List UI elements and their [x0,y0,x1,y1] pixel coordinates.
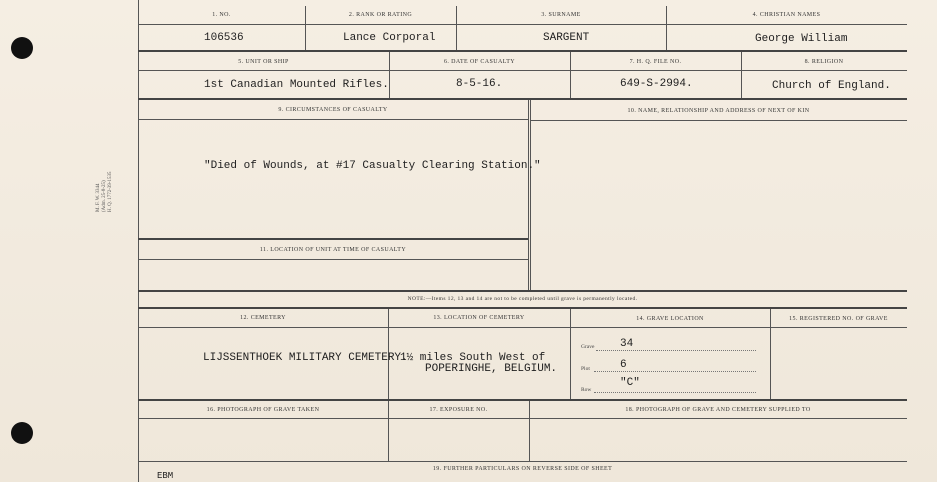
row1-bottom-line [138,50,907,52]
row5-header-line [138,327,907,328]
header-photo-supplied: 18. PHOTOGRAPH OF GRAVE AND CEMETERY SUPPLIED TO [625,407,811,413]
row6-bottom-line [138,461,907,462]
grave-dotline [596,350,756,351]
row2-bottom-line [138,98,907,100]
file-no-value: 649-S-2994. [620,78,693,90]
row4-header-line [138,259,528,260]
row-value: "C" [620,377,640,389]
side-ref-line-1: M. F. W. 3344 [96,183,101,212]
header-surname: 3. SURNAME [541,12,581,18]
punch-hole-bottom [11,422,33,444]
header-further-particulars: 19. FURTHER PARTICULARS ON REVERSE SIDE OF SHEET [432,466,613,472]
side-ref-line-2: (Adm. 25-8-25) [102,180,107,212]
unit-value: 1st Canadian Mounted Rifles. [204,79,389,91]
header-next-of-kin: 10. NAME, RELATIONSHIP AND ADDRESS OF NEXT OF KIN [627,108,810,114]
date-value: 8-5-16. [456,78,503,90]
divider [570,309,571,399]
note-text: NOTE:—Items 12, 13 and 14 are not to be completed until grave is permanently located. [407,296,638,302]
surname-value: SARGENT [543,32,590,44]
divider [528,100,529,290]
plot-dotline [594,371,756,372]
row3-header-line [530,120,907,121]
header-unit: 5. UNIT OR SHIP [238,59,289,65]
row5-bottom-line [138,399,907,401]
note-bottom-line [138,307,907,309]
row3-header-line [138,119,528,120]
header-grave-location: 14. GRAVE LOCATION [636,316,704,322]
header-rank: 2. RANK OR RATING [348,12,413,18]
header-cemetery: 12. CEMETERY [240,315,286,321]
header-religion: 8. RELIGION [804,59,844,65]
header-location-cemetery: 13. LOCATION OF CEMETERY [433,315,525,321]
header-location-unit: 11. LOCATION OF UNIT AT TIME OF CASUALTY [259,247,407,253]
grave-label: Grave [581,344,595,350]
row-label: Row [581,387,592,393]
plot-label: Plot [581,366,590,372]
header-christian-names: 4. CHRISTIAN NAMES [752,12,821,18]
header-no: 1. NO. [212,12,231,18]
header-registered-no: 15. REGISTERED NO. OF GRAVE [789,316,888,322]
divider [770,309,771,399]
row2-header-line [138,70,907,71]
note-top-line [138,290,907,292]
rank-value: Lance Corporal [343,32,436,44]
religion-value: Church of England. [772,80,891,92]
header-photo-grave: 16. PHOTOGRAPH OF GRAVE TAKEN [206,407,320,413]
christian-names-value: George William [755,33,848,45]
row6-header-line [138,418,907,419]
circumstances-value: "Died of Wounds, at #17 Casualty Clearing Station." [204,160,541,172]
side-reference [96,142,114,212]
location-cemetery-line1: 1½ miles South West of [400,352,546,364]
divider [530,100,531,290]
service-number: 106536 [204,32,244,44]
side-ref-line-3: H. Q. 1772-39-1535 [108,171,113,212]
plot-number: 6 [620,359,627,371]
row3-bottom-line [138,238,528,240]
clerk-initials: EBM [157,471,174,481]
header-date: 6. DATE OF CASUALTY [443,59,516,65]
punch-hole-top [11,37,33,59]
grave-number: 34 [620,338,634,350]
header-circumstances: 9. CIRCUMSTANCES OF CASUALTY [278,107,388,113]
row-dotline [594,392,756,393]
header-exposure: 17. EXPOSURE NO. [429,407,488,413]
row1-header-line [138,24,907,25]
location-cemetery-line2: POPERINGHE, BELGIUM. [425,363,558,375]
header-file-no: 7. H. Q. FILE NO. [629,59,682,65]
cemetery-value: LIJSSENTHOEK MILITARY CEMETERY. [203,352,408,364]
